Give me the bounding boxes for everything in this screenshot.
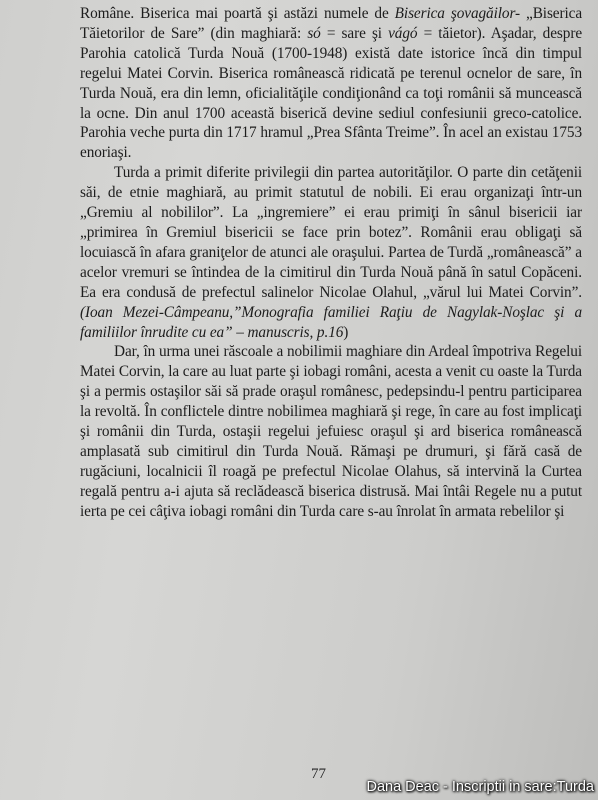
- paragraph-2: [80, 163, 582, 342]
- paragraph-3: [80, 342, 582, 521]
- text-run: Turda a primit diferite privilegii din partea autorităţilor. O parte din cetăţenii săi, de etnie maghiară, au primit statutul de nobili. Ei erau organizaţi într-un „Gremiu al nobililor”. La „ingremiere” ei erau primiţi în sânul bisericii iar „primirea în Gremiul bisericii se face prin botez”. Românii erau obligaţi să locuiască în afara graniţelor de atunci ale oraşului. Partea de Turdă „românească” a acelor vremuri se întindea de la cimitirul din Turda Nouă până în satul Copăceni. Ea era condusă de prefectul salinelor Nicolae Olahul, „vărul lui Matei Corvin”.: [80, 164, 582, 301]
- text-run: ): [343, 323, 349, 341]
- paragraph-1: [80, 4, 582, 163]
- italic-text-run: só: [307, 24, 321, 42]
- text-run: = sare şi: [320, 24, 389, 42]
- text-run: Române. Biserica mai poartă şi astăzi numele de: [80, 5, 395, 22]
- page-number: 77: [311, 766, 326, 782]
- italic-text-run: vágó: [388, 24, 418, 42]
- italic-text-run: Biserica şovagăilor-: [394, 5, 520, 22]
- text-run: „Biserica Tăietorilor de Sare” (din maghiară:: [80, 5, 583, 42]
- watermark-caption: Dana Deac - Inscriptii in sare:Turda: [366, 779, 594, 795]
- text-run: = tăietor). Aşadar, despre Parohia catolică Turda Nouă (1700-1948) există date istorice încă din timpul regelui Matei Corvin. Biserica românească ridicată pe terenul ocnelor de sare, în Turda Nouă, era din lemn, oficialităţile condiţionând ca toţi românii să muncească la ocne. Din anul 1700 această biserică devine sediul confesiunii greco-catolice. Parohia veche purta din 1717 hramul „Prea Sfânta Treime”. În acel an existau 1753 enoriaşi.: [80, 24, 583, 162]
- page-text: [80, 4, 582, 522]
- text-run: Dar, în urma unei răscoale a nobilimii maghiare din Ardeal împotriva Regelui Matei Corvin, la care au luat parte şi iobagi români, acesta a venit cu oaste la Turda şi a permis ostaşilor săi să prade oraşul românesc, pedepsindu-l pentru participarea la revoltă. În conflictele dintre nobilimea maghiară şi rege, în care au fost implicaţi şi românii din Turda, ostaşii regelui jefuiesc oraşul şi ard biserica românească amplasată sub cimitirul din Turda Nouă. Rămaşi pe drumuri, şi fără casă de rugăciuni, localnicii îl roagă pe prefectul Nicolae Olahus, să intervină la Curtea regală pentru a-i ajuta să reclădească biserica distrusă. Mai întâi Regele nu a putut ierta pe cei câţiva iobagi români din Turda care s-au înrolat în armata rebelilor şi: [80, 343, 582, 520]
- italic-text-run: (Ioan Mezei-Câmpeanu,”Monografia familiei Raţiu de Nagylak-Noşlac şi a familiilor înrudite cu ea” – manuscris, p.16: [80, 303, 582, 341]
